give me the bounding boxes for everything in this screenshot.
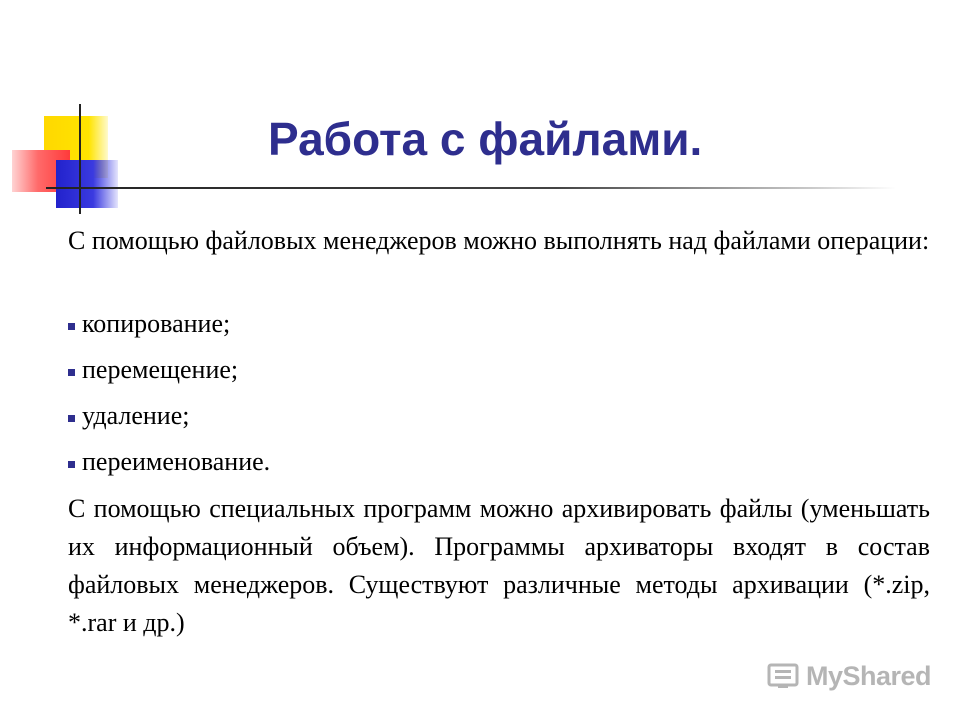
bullet-square-icon (68, 461, 75, 468)
decor-vertical-line (79, 104, 81, 214)
list-item (68, 443, 270, 489)
archiving-paragraph: С помощью специальных программ можно архивировать файлы (уменьшать их информационный объем). Программы архиваторы входят в состав файловых менеджеров. Существуют различные методы архивации (*.zip, *.rar и др.) (68, 494, 930, 637)
myshared-logo-icon (766, 659, 800, 693)
watermark-text: MyShared (806, 660, 932, 691)
watermark[interactable] (766, 656, 931, 696)
bullet-square-icon (68, 369, 75, 376)
list-item (68, 397, 270, 443)
list-item (68, 305, 270, 351)
list-item-text: перемещение; (82, 355, 239, 384)
decor-blue-square (56, 160, 118, 208)
intro-paragraph: С помощью файловых менеджеров можно выполнять над файлами операции: (68, 226, 930, 255)
bullet-square-icon (68, 415, 75, 422)
operations-list (68, 305, 270, 489)
list-item (68, 351, 270, 397)
slide-title: Работа с файлами. (268, 113, 703, 165)
title-underline (46, 187, 896, 189)
list-item-text: удаление; (82, 401, 190, 430)
bullet-square-icon (68, 323, 75, 330)
list-item-text: копирование; (82, 309, 231, 338)
list-item-text: переименование. (82, 447, 271, 476)
